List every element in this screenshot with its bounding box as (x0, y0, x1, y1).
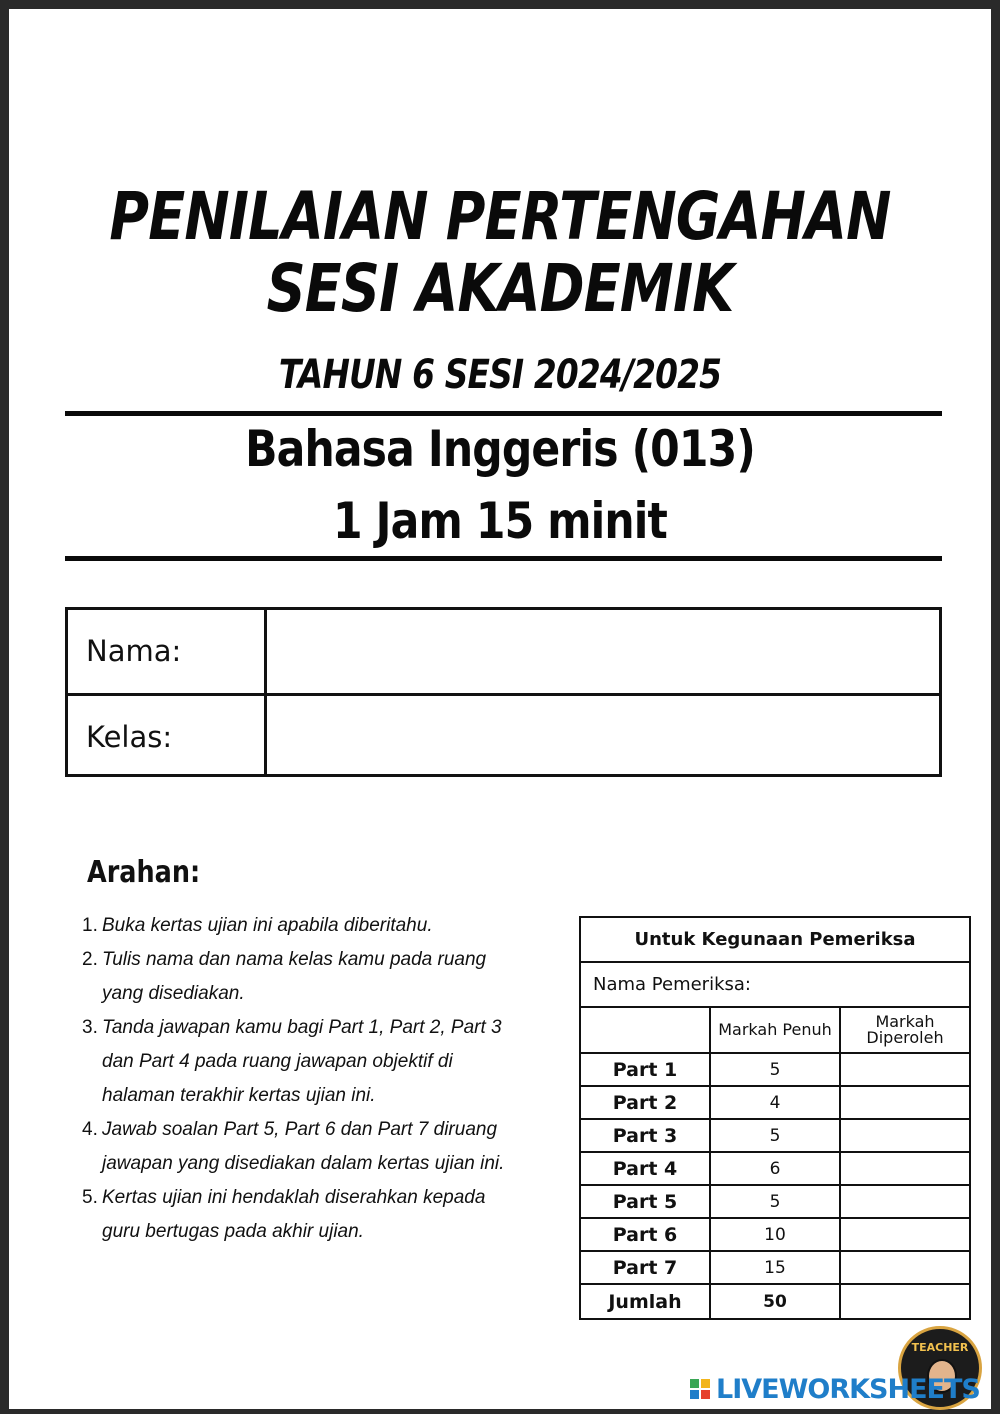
instruction-item: 5. Kertas ujian ini hendaklah diserahkan kepada guru bertugas pada akhir ujian. (82, 1187, 486, 1242)
part-label: Part 3 (580, 1119, 710, 1152)
obtained-marks-cell[interactable] (840, 1218, 970, 1251)
obtained-marks-cell[interactable] (840, 1119, 970, 1152)
table-row (580, 1086, 970, 1119)
instruction-item: 2. Tulis nama dan nama kelas kamu pada ruang yang disediakan. (82, 949, 487, 1004)
student-info-table (65, 607, 942, 777)
name-row (68, 610, 939, 692)
liveworksheets-watermark (690, 1374, 980, 1404)
total-obtained-cell[interactable] (840, 1284, 970, 1319)
title-line-2: SESI AKADEMIK (266, 250, 734, 327)
instructions-list (70, 909, 510, 1249)
part-label: Part 5 (580, 1185, 710, 1218)
table-row (580, 1218, 970, 1251)
teacher-logo-icon: TEACHER (898, 1326, 982, 1410)
class-label: Kelas: (86, 720, 173, 754)
obtained-marks-cell[interactable] (840, 1086, 970, 1119)
name-field[interactable] (268, 610, 939, 692)
top-rule (65, 411, 942, 416)
part-label: Part 6 (580, 1218, 710, 1251)
examiner-table (579, 916, 971, 1320)
part-label: Part 4 (580, 1152, 710, 1185)
full-marks-value: 4 (710, 1086, 840, 1119)
examiner-name-cell[interactable]: Nama Pemeriksa: (580, 962, 970, 1007)
full-marks-value: 10 (710, 1218, 840, 1251)
instructions-heading: Arahan: (87, 855, 201, 890)
column-divider (264, 610, 267, 774)
part-label: Part 2 (580, 1086, 710, 1119)
full-marks-value: 15 (710, 1251, 840, 1284)
total-full-marks: 50 (710, 1284, 840, 1319)
part-label: Part 1 (580, 1053, 710, 1086)
blank-header-cell (580, 1007, 710, 1053)
session-line: TAHUN 6 SESI 2024/2025 (278, 352, 722, 398)
full-marks-header: Markah Penuh (710, 1007, 840, 1053)
liveworksheets-logo-icon (690, 1379, 710, 1399)
bottom-rule (65, 556, 942, 561)
obtained-marks-cell[interactable] (840, 1185, 970, 1218)
exam-duration: 1 Jam 15 minit (333, 492, 667, 550)
instruction-item: 3. Tanda jawapan kamu bagi Part 1, Part 2, Part 3 dan Part 4 pada ruang jawapan objektif di halaman terakhir kertas ujian ini. (82, 1017, 502, 1106)
table-row (580, 1185, 970, 1218)
name-label: Nama: (86, 634, 182, 668)
part-label: Part 7 (580, 1251, 710, 1284)
obtained-marks-header: Markah Diperoleh (840, 1007, 970, 1053)
table-row (580, 1119, 970, 1152)
table-row (580, 1152, 970, 1185)
title-line-1: PENILAIAN PERTENGAHAN (109, 178, 891, 255)
total-label: Jumlah (580, 1284, 710, 1319)
watermark-text: LIVEWORKSHEETS (716, 1373, 980, 1405)
subject-name: Bahasa Inggeris (013) (245, 420, 755, 478)
instruction-item: 4. Jawab soalan Part 5, Part 6 dan Part 7 diruang jawapan yang disediakan dalam kertas ujian ini. (82, 1119, 505, 1174)
obtained-marks-cell[interactable] (840, 1251, 970, 1284)
class-row (68, 693, 939, 778)
total-row (580, 1284, 970, 1319)
full-marks-value: 5 (710, 1053, 840, 1086)
examiner-table-title: Untuk Kegunaan Pemeriksa (580, 917, 970, 962)
instruction-item: 1. Buka kertas ujian ini apabila diberitahu. (82, 915, 433, 936)
full-marks-value: 6 (710, 1152, 840, 1185)
table-row (580, 1251, 970, 1284)
full-marks-value: 5 (710, 1185, 840, 1218)
obtained-marks-cell[interactable] (840, 1152, 970, 1185)
obtained-marks-cell[interactable] (840, 1053, 970, 1086)
full-marks-value: 5 (710, 1119, 840, 1152)
table-row (580, 1053, 970, 1086)
class-field[interactable] (268, 696, 939, 778)
